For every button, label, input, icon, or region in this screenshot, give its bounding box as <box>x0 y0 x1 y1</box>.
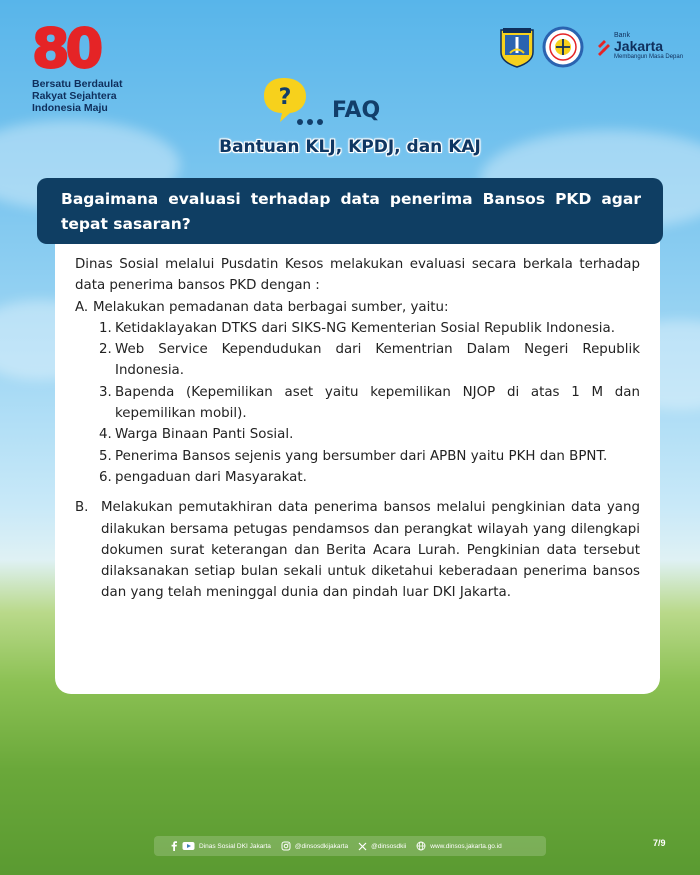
footer-website[interactable]: www.dinsos.jakarta.go.id <box>416 841 502 851</box>
page-subtitle: Bantuan KLJ, KPDJ, dan KAJ <box>219 137 481 157</box>
list-item: 3. Bapenda (Kepemilikan aset yaitu kepemilikan NJOP di atas 1 M dan kepemilikan mobil). <box>99 384 640 422</box>
question-banner: Bagaimana evaluasi terhadap data penerima Bansos PKD agar tepat sasaran? <box>37 178 663 244</box>
question-bubble-icon <box>262 76 332 136</box>
bank-jakarta-mark-icon <box>596 38 612 58</box>
list-item: 6. pengaduan dari Masyarakat. <box>99 469 307 485</box>
svg-text:?: ? <box>278 85 292 110</box>
x-icon <box>358 842 367 851</box>
footer-facebook-youtube[interactable]: Dinas Sosial DKI Jakarta <box>170 841 271 851</box>
answer-card <box>55 236 660 694</box>
anniversary-logo <box>32 17 142 114</box>
bank-name: Jakarta <box>614 38 664 54</box>
list-item: 1. Ketidaklayakan DTKS dari SIKS-NG Kementerian Sosial Republik Indonesia. <box>99 320 615 336</box>
footer-bar <box>154 836 546 856</box>
anniversary-number: 80 <box>32 17 100 80</box>
list-item: 2. Web Service Kependudukan dari Kementrian Dalam Negeri Republik Indonesia. <box>99 342 640 379</box>
footer-x[interactable]: @dinsosdkii <box>358 842 406 851</box>
faq-label: FAQ <box>332 98 381 123</box>
section-a <box>75 297 640 318</box>
section-b <box>75 497 640 603</box>
answer-intro: Dinas Sosial melalui Pusdatin Kesos melakukan evaluasi secara berkala terhadap data penerima bansos PKD dengan : <box>75 257 640 294</box>
bank-slogan: Membangun Masa Depan <box>614 54 684 60</box>
page-number: 7/9 <box>653 838 666 848</box>
section-a-list <box>99 318 640 488</box>
section-b-text: Melakukan pemutakhiran data penerima bansos melalui pengkinian data yang dilakukan bersama petugas pendamsos dan perangkat wilayah yang dilengkapi dokumen surat keterangan dan Berita Acara Lurah. Pengkinian data tersebut dilaksanakan setiap bulan sekali untuk diketahui keberadaan penerima bansos dan yang telah meninggal dunia dan pindah luar DKI Jakarta. <box>101 500 640 601</box>
section-letter: A. <box>75 299 89 315</box>
youtube-icon <box>182 841 195 851</box>
bank-jakarta-logo <box>594 32 690 60</box>
section-a-text: Melakukan pemadanan data berbagai sumber, yaitu: <box>93 299 449 315</box>
section-letter: B. <box>75 500 89 516</box>
list-item: 4. Warga Binaan Panti Sosial. <box>99 427 294 443</box>
list-item: 5. Penerima Bansos sejenis yang bersumber dari APBN yaitu PKH dan BPNT. <box>99 448 608 464</box>
footer-instagram[interactable]: @dinsosdkijakarta <box>281 841 348 851</box>
instagram-icon <box>281 841 291 851</box>
dinsos-emblem-icon <box>542 26 584 68</box>
globe-icon <box>416 841 426 851</box>
facebook-icon <box>170 841 178 851</box>
bank-prefix: Bank <box>614 32 630 39</box>
jakarta-emblem-icon <box>498 26 536 68</box>
anniversary-tagline: Bersatu Berdaulat Rakyat Sejahtera Indonesia Maju <box>32 78 123 114</box>
faq-heading <box>262 76 422 136</box>
